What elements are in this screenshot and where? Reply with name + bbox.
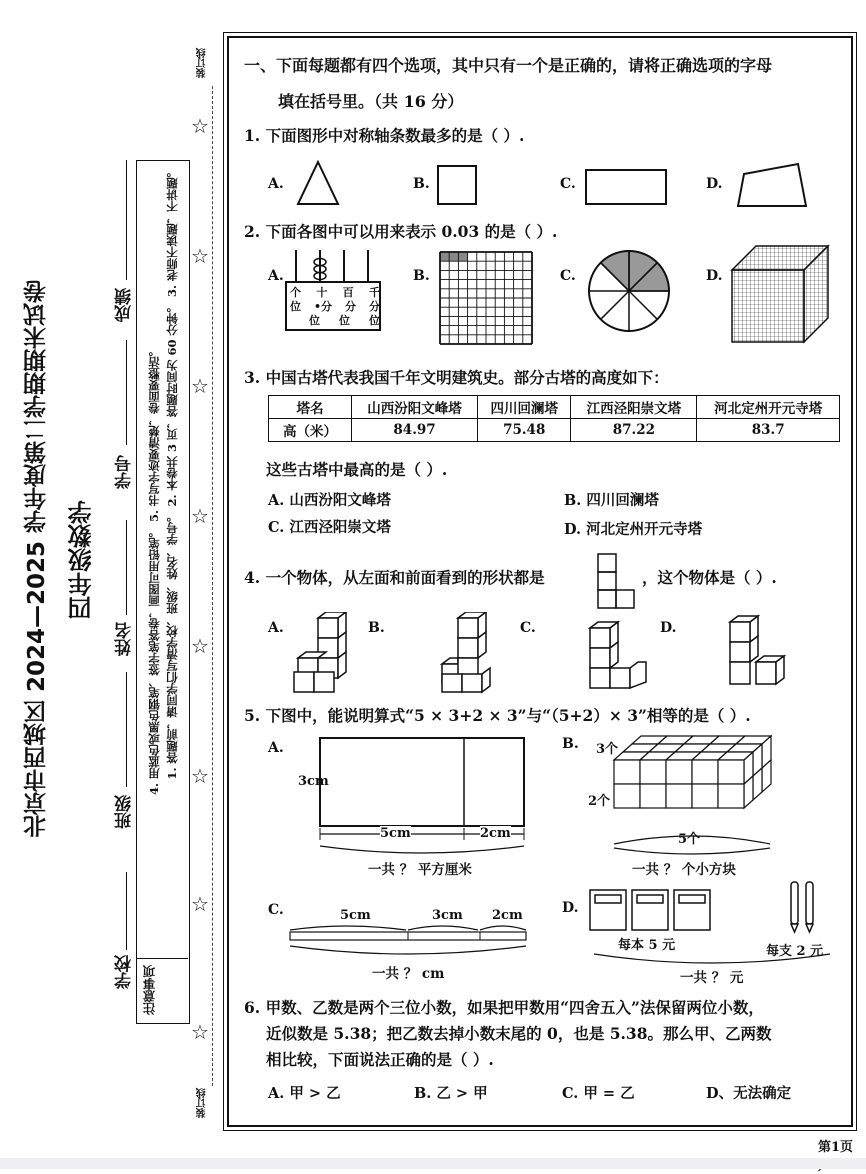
- id-field[interactable]: [126, 340, 127, 445]
- triangle-shape: [296, 160, 340, 206]
- q4-option-c-label: C.: [520, 620, 536, 636]
- cube-stack-a: [292, 612, 356, 694]
- q2-option-c-label: C.: [560, 268, 576, 284]
- bottom-shade: [0, 1158, 866, 1169]
- binding-line-label-bottom: 装订线: [197, 1088, 208, 1118]
- q5-b-caption: 一共 ？ 个小方块: [632, 862, 736, 878]
- q4-option-d-label: D.: [660, 620, 677, 636]
- q6-option-b: B. 乙 > 甲: [414, 1085, 488, 1102]
- q5-c-width1-label: 5cm: [340, 908, 371, 923]
- pens-icon: [786, 878, 820, 934]
- q5-c-width3-label: 2cm: [492, 908, 523, 923]
- q5-d-pen-label: 每支 2 元: [766, 944, 824, 959]
- q5-option-b-label: B.: [562, 736, 579, 752]
- q5-option-a-label: A.: [268, 740, 284, 756]
- segment-diagram: [286, 920, 532, 968]
- question-5: 5. 下图中，能说明算式“5 × 3+2 × 3”与“（5+2）× 3”相等的是（ ）.: [244, 706, 751, 725]
- table-cell: 四川回澜塔: [478, 396, 571, 419]
- table-cell: 84.97: [352, 419, 478, 442]
- star-icon: ☆: [191, 244, 209, 268]
- q3-option-a: A. 山西汾阳文峰塔: [268, 492, 391, 509]
- name-label: 姓名: [115, 622, 135, 656]
- question-4: 4. 一个物体，从左面和前面看到的形状都是: [244, 568, 545, 587]
- q4-option-b-label: B.: [368, 620, 385, 636]
- star-icon: ☆: [191, 892, 209, 916]
- question-6-line3: 相比较，下面说法正确的是（ ）.: [266, 1050, 494, 1069]
- school-field[interactable]: [126, 872, 127, 950]
- star-icon: ☆: [191, 374, 209, 398]
- rectangle-shape: [584, 168, 668, 206]
- binding-line-label-top: 装订线: [197, 48, 208, 78]
- abacus-place-labels: 个 十 百 千 位 •分 分 分 位 位 位: [290, 286, 380, 327]
- exam-subject: 四年级数学: [68, 500, 96, 620]
- q3-option-c: C. 江西泾阳崇文塔: [268, 519, 391, 536]
- table-cell: 河北定州开元寺塔: [697, 396, 840, 419]
- class-label: 班级: [115, 795, 135, 829]
- q5-a-caption: 一共 ？ 平方厘米: [368, 862, 472, 878]
- cube-stack-d: [726, 614, 790, 694]
- star-icon: ☆: [191, 1020, 209, 1044]
- cube-stack-c: [586, 620, 656, 696]
- q1-option-b-label: B.: [413, 176, 430, 192]
- class-field[interactable]: [126, 672, 127, 787]
- notice-line-2: 4. 用蓝色或黑色钢笔、签字笔答卷，画图可用铅笔。 5. 书写字迹要清楚，卷面要整洁。: [147, 345, 161, 796]
- q5-a-width2-label: 2cm: [480, 826, 511, 841]
- question-6-line2: 近似数是 5.38；把乙数去掉小数末尾的 0，也是 5.38。那么甲、乙两数: [266, 1024, 772, 1043]
- id-label: 学号: [115, 455, 135, 489]
- question-3-ask: 这些古塔中最高的是（ ）.: [266, 460, 448, 479]
- star-icon: ☆: [191, 504, 209, 528]
- q5-option-d-label: D.: [562, 900, 579, 916]
- q4-option-a-label: A.: [268, 620, 284, 636]
- q3-option-b: B. 四川回澜塔: [564, 492, 659, 509]
- cube-face: [692, 760, 718, 784]
- score-label: 成绩: [115, 288, 135, 322]
- q5-b-top-label: 3个: [596, 742, 619, 757]
- q6-option-d: D、无法确定: [706, 1085, 792, 1102]
- q5-b-left-label: 2个: [588, 794, 611, 809]
- shaded-cell: [458, 252, 467, 261]
- pie-divided-circle: [586, 248, 672, 334]
- q1-option-a-label: A.: [268, 176, 284, 192]
- square-shape: [436, 164, 478, 206]
- table-cell: 83.7: [697, 419, 840, 442]
- cube-face: [640, 760, 666, 784]
- table-cell: 高（米）: [269, 419, 352, 442]
- question-1: 1. 下面图形中对称轴条数最多的是（ ）.: [244, 126, 525, 145]
- q6-option-c: C. 甲 = 乙: [562, 1085, 635, 1102]
- question-6-line1: 6. 甲数、乙数是两个三位小数，如果把甲数用“四舍五入”法保留两位小数，: [244, 998, 764, 1017]
- cube-stack-b: [438, 612, 502, 694]
- q5-a-height-label: 3cm: [298, 774, 329, 789]
- shaded-cell: [440, 252, 449, 261]
- notice-box: [136, 160, 190, 1024]
- cube-face: [718, 760, 744, 784]
- star-icon: ☆: [191, 634, 209, 658]
- trapezoid-shape: [736, 160, 808, 210]
- question-3: 3. 中国古塔代表我国千年文明建筑史。部分古塔的高度如下：: [244, 368, 669, 387]
- q5-c-caption: 一共 ？ cm: [372, 966, 445, 982]
- q5-d-caption: 一共 ？ 元: [680, 970, 744, 986]
- q5-a-width1-label: 5cm: [380, 826, 411, 841]
- q1-option-c-label: C.: [560, 176, 576, 192]
- exam-title: 北京市西城区 2024—2025 学年度第二学期期末试卷: [24, 280, 50, 839]
- question-4-end: ，这个物体是（ ）.: [642, 568, 777, 587]
- question-2: 2. 下面各图中可以用来表示 0.03 的是（ ）.: [244, 222, 558, 241]
- score-field[interactable]: [126, 160, 127, 280]
- shaded-cell: [449, 252, 458, 261]
- q2-option-b-label: B.: [413, 268, 430, 284]
- thousand-cube: [730, 244, 830, 344]
- table-cell: 山西汾阳文峰塔: [352, 396, 478, 419]
- q5-option-c-label: C.: [268, 902, 284, 918]
- section-heading-2: 填在括号里。（共 16 分）: [278, 92, 464, 111]
- table-row: [269, 419, 840, 442]
- table-cell: 江西泾阳崇文塔: [571, 396, 697, 419]
- table-row: [269, 396, 840, 419]
- star-icon: ☆: [191, 764, 209, 788]
- section-heading: 一、下面每题都有四个选项，其中只有一个是正确的，请将正确选项的字母: [244, 56, 773, 75]
- cube-face: [692, 784, 718, 808]
- q5-d-book-label: 每本 5 元: [618, 938, 676, 953]
- cube-block-diagram: [612, 734, 772, 830]
- notice-line-1: 1. 答题前，请同学们写清学校、班级、姓名、学号。 2. 本卷共 3 页，答题时间为 60 分钟。 3. 老师不读题，不讲题。: [165, 166, 179, 780]
- table-cell: 75.48: [478, 419, 571, 442]
- star-icon: ☆: [191, 114, 209, 138]
- view-shape: [596, 552, 640, 610]
- q5-b-bottom-label: 5个: [678, 832, 701, 847]
- q5-c-width2-label: 3cm: [432, 908, 463, 923]
- books-icon: [588, 886, 712, 934]
- q6-option-a: A. 甲 > 乙: [268, 1085, 341, 1102]
- q1-option-d-label: D.: [706, 176, 723, 192]
- table-cell: 87.22: [571, 419, 697, 442]
- q2-option-d-label: D.: [706, 268, 723, 284]
- cube-face: [614, 784, 640, 808]
- cube-face: [666, 784, 692, 808]
- school-label: 学校: [115, 955, 135, 989]
- hundred-grid: [438, 250, 534, 346]
- q3-option-d: D. 河北定州开元寺塔: [564, 521, 703, 538]
- cube-face: [640, 784, 666, 808]
- page-number: 第1页: [818, 1140, 854, 1155]
- cube-face: [718, 784, 744, 808]
- cube-face: [614, 760, 640, 784]
- name-field[interactable]: [126, 520, 127, 615]
- q2-option-a-label: A.: [268, 268, 284, 284]
- cube-face: [666, 760, 692, 784]
- tower-height-table: [268, 395, 840, 442]
- table-cell: 塔名: [269, 396, 352, 419]
- notice-label: 注意事项: [142, 965, 157, 1015]
